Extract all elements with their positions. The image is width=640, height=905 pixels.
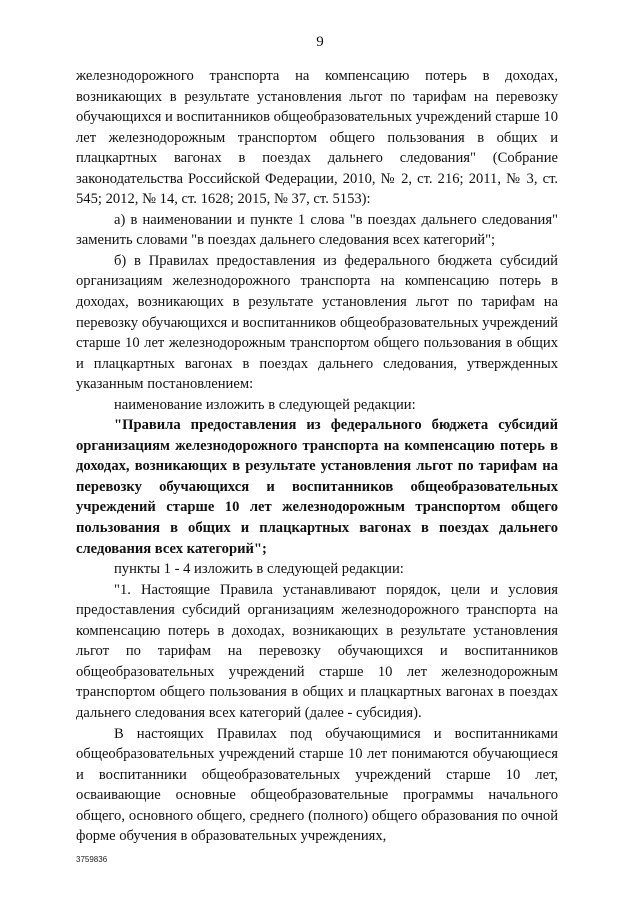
paragraph-points-instruction: пункты 1 - 4 изложить в следующей редакции: (114, 561, 404, 578)
paragraph-item-a: а) в наименовании и пункте 1 слова "в поездах дальнего следования" заменить словами "в поездах дальнего следования всех категорий"; (76, 211, 558, 249)
paragraph-continuation: железнодорожного транспорта на компенсацию потерь в доходах, возникающих в результате установления льгот по тарифам на перевозку обучающихся и воспитанников общеобразовательных учреждений старше 10 лет железнодорожным транспортом общего пользования в общих и плацкартных вагонах в поездах дальнего следования" (Собрание законодательства Российской Федерации, 2010, № 2, ст. 216; 2011, № 3, ст. 545; 2012, № 14, ст. 1628; 2015, № 37, ст. 5153): (76, 68, 558, 208)
page-number: 9 (316, 34, 324, 50)
paragraph-new-title: "Правила предоставления из федерального бюджета субсидий организациям железнодорожного транспорта на компенсацию потерь в доходах, возникающих в результате установления льгот по тарифам на перевозку обучающихся и воспитанников общеобразовательных учреждений старше 10 лет железнодорожным транспортом общего пользования в общих и плацкартных вагонах в поездах дальнего следования всех категорий"; (76, 417, 558, 557)
paragraph-point-1: "1. Настоящие Правила устанавливают порядок, цели и условия предоставления субсидий организациям железнодорожного транспорта на компенсацию потерь в доходах, возникающих в результате установления льгот по тарифам на перевозку обучающихся и воспитанников общеобразовательных учреждений старше 10 лет железнодорожным транспортом общего пользования в общих и плацкартных вагонах в поездах дальнего следования всех категорий (далее - субсидия). (76, 581, 558, 721)
paragraph-definition: В настоящих Правилах под обучающимися и воспитанниками общеобразовательных учреждений старше 10 лет понимаются обучающиеся и воспитанники общеобразовательных учреждений старше 10 лет, осваивающие основные общеобразовательные программы начального общего, основного общего, среднего (полного) общего образования по очной форме обучения в образовательных учреждениях, (76, 725, 558, 845)
document-id: 3759836 (76, 855, 108, 864)
paragraph-title-instruction: наименование изложить в следующей редакции: (114, 396, 416, 413)
document-body (76, 66, 558, 847)
paragraph-item-b: б) в Правилах предоставления из федерального бюджета субсидий организациям железнодорожного транспорта на компенсацию потерь в доходах, возникающих в результате установления льгот по тарифам на перевозку обучающихся и воспитанников общеобразовательных учреждений старше 10 лет железнодорожным транспортом общего пользования в общих и плацкартных вагонах в поездах дальнего следования, утвержденных указанным постановлением: (76, 252, 558, 393)
